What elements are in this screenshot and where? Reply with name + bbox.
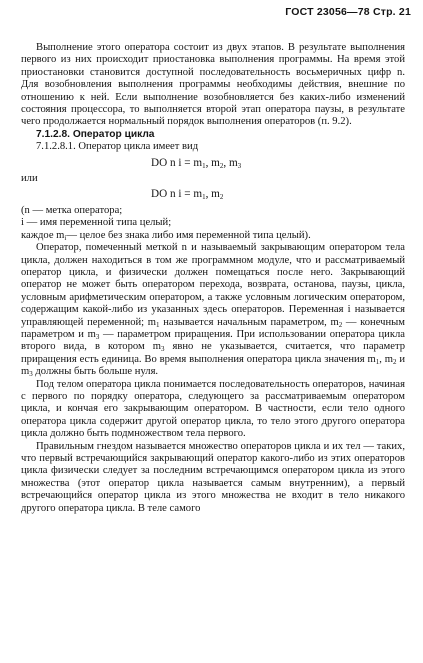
or-label: или: [21, 173, 38, 185]
legend-variable-i: i — имя переменной типа целый;: [21, 217, 172, 229]
paragraph-closing-operator: Оператор, помеченный меткой n и называемый закрывающим оператором тела цикла, должен находиться в том же программном модуле, что и рассматриваемый оператор цикла, и физически должен помещаться после него. Закрывающий оператор не может быть оператором перехода, возврата, останова, паузы, цикла, условным арифметическим оператором, а также условным логическим оператором, содержащим какой-либо из указанных здесь операторов. Переменная i называется управляющей переменной; $m_1$ называется начальным параметром, $m_2$ — конечным параметром и $m_3$ — параметром приращения. При использовании оператора цикла второго вида, в котором $m_3$ явно не указывается, считается, что параметр приращения есть единица. Во время выполнения оператора цикла значения $m_1$, $m_2$ и $m_3$ должны быть больше нуля.: [21, 242, 405, 379]
section-heading-loop: 7.1.2.8. Оператор цикла: [36, 128, 155, 140]
section-intro-line: 7.1.2.8.1. Оператор цикла имеет вид: [36, 141, 199, 153]
formula-loop-form-1: DO n $i = m_1$, $m_2$, $m_3$: [151, 156, 242, 170]
paragraph-loop-body: Под телом оператора цикла понимается последовательность операторов, начиная с первого по порядку оператора, следующего за рассматриваемым оператором цикла, и кончая его закрывающим оператором. В частности, если тело одного оператора цикла содержит другой оператор цикла, то тело этого другого оператора цикла должно быть подмножеством тела первого.: [21, 378, 405, 440]
paragraph-proper-nest: Правильным гнездом называется множество операторов цикла и их тел — таких, что первый встречающийся закрывающий оператор какого-либо из этих операторов цикла физически следует за последним встречающимся оператором цикла из этого множества (этот оператор цикла называется самым внутренним), а первый встречающийся оператор цикла из этого множества не входит в тело никакого другого оператора цикла. В теле самого: [21, 440, 405, 514]
legend-label-n: (n — метка оператора;: [21, 204, 123, 216]
legend-parameters-m: каждое $m_i—$ целое без знака либо имя переменной типа целый).: [21, 229, 311, 242]
formula-loop-form-2: DO n $i = m_1$, $m_2$: [151, 188, 224, 202]
page-body: [21, 42, 405, 515]
paragraph-pause-execution: Выполнение этого оператора состоит из двух этапов. В результате выполнения первого из них происходит приостановка выполнения программы. На время этой приостановки становится доступной последовательность восьмеричных цифр n. Для возобновления выполнения программы необходимы действия, внешние по отношению к ней. Если выполнение возобновляется без каких-либо изменений состояния процессора, то выполняется второй этап оператора паузы, в результате чего продолжается нормальный порядок выполнения операторов (п. 9.2).: [21, 42, 405, 128]
running-head: ГОСТ 23056—78 Стр. 21: [285, 6, 411, 18]
